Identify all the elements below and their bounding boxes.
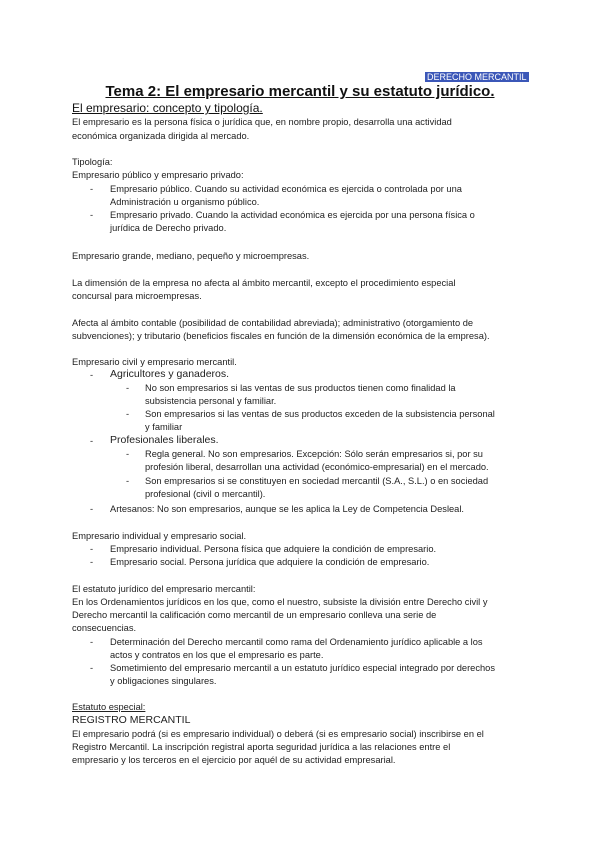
privado-line: Empresario privado. Cuando la actividad económica es ejercida por una persona física o	[110, 210, 475, 220]
especial-line: empresario y los terceros en el ejercicio por aquél de su actividad empresarial.	[72, 755, 396, 765]
section-subtitle: El empresario: concepto y tipología.	[72, 101, 263, 115]
estatuto-heading: El estatuto jurídico del empresario mercantil:	[72, 584, 256, 594]
estatuto-b-line: Sometimiento del empresario mercantil a un estatuto jurídico especial integrado por derechos	[110, 663, 495, 673]
estatuto-line: En los Ordenamientos jurídicos en los que, como el nuestro, subsiste la división entre Derecho civil y	[72, 597, 488, 607]
individual-b: Empresario social. Persona jurídica que adquiere la condición de empresario.	[110, 557, 430, 567]
agricultores-item: Agricultores y ganaderos.	[110, 368, 230, 380]
afecta-line: subvenciones); y tributario (beneficios fiscales en función de la dimensión económica de la empresa).	[72, 331, 490, 341]
pub-priv-heading: Empresario público y empresario privado:	[72, 170, 244, 180]
prof-b-line: profesional (civil o mercantil).	[145, 489, 266, 499]
estatuto-a-line: Determinación del Derecho mercantil como rama del Ordenamiento jurídico aplicable a los	[110, 637, 483, 647]
bullet-dash: -	[126, 476, 130, 486]
bullet-dash: -	[90, 504, 94, 514]
especial-line: Registro Mercantil. La inscripción registral aporta seguridad jurídica a las relaciones entre el	[72, 742, 451, 752]
tamano-line: Empresario grande, mediano, pequeño y microempresas.	[72, 251, 310, 261]
civil-heading: Empresario civil y empresario mercantil.	[72, 357, 237, 367]
dimension-line: La dimensión de la empresa no afecta al ámbito mercantil, excepto el procedimiento especial	[72, 278, 456, 288]
artesanos-item: Artesanos: No son empresarios, aunque se les aplica la Ley de Competencia Desleal.	[110, 504, 464, 514]
especial-line: El empresario podrá (si es empresario individual) o deberá (si es empresario social) inscribirse en el	[72, 729, 484, 739]
especial-heading: Estatuto especial:	[72, 702, 146, 712]
estatuto-line: consecuencias.	[72, 623, 137, 633]
agr-a-line: subsistencia personal y familiar.	[145, 396, 277, 406]
publico-line: Empresario público. Cuando su actividad económica es ejercida o controlada por una	[110, 184, 462, 194]
privado-line: jurídica de Derecho privado.	[110, 223, 227, 233]
estatuto-b-line: y obligaciones singulares.	[110, 676, 217, 686]
estatuto-line: Derecho mercantil la calificación como mercantil de un empresario conlleva una serie de	[72, 610, 437, 620]
prof-a-line: profesión liberal, desarrollan una actividad (económico-empresarial) en el mercado.	[145, 462, 489, 472]
bullet-dash: -	[90, 663, 94, 673]
prof-a-line: Regla general. No son empresarios. Excepción: Sólo serán empresarios si, por su	[145, 449, 483, 459]
dimension-line: concursal para microempresas.	[72, 291, 202, 301]
profesionales-item: Profesionales liberales.	[110, 434, 219, 446]
bullet-dash: -	[126, 449, 130, 459]
prof-b-line: Son empresarios si se constituyen en sociedad mercantil (S.A., S.L.) o en sociedad	[145, 476, 489, 486]
bullet-dash: -	[90, 544, 94, 554]
agr-a-line: No son empresarios si las ventas de sus productos tienen como finalidad la	[145, 383, 456, 393]
bullet-dash: -	[126, 383, 130, 393]
individual-heading: Empresario individual y empresario social.	[72, 531, 247, 541]
page-title: Tema 2: El empresario mercantil y su estatuto jurídico.	[105, 83, 495, 100]
tipologia-heading: Tipología:	[72, 157, 113, 167]
bullet-dash: -	[90, 184, 94, 194]
individual-a: Empresario individual. Persona física que adquiere la condición de empresario.	[110, 544, 437, 554]
intro-line: económica organizada dirigida al mercado.	[72, 131, 250, 141]
intro-line: El empresario es la persona física o jurídica que, en nombre propio, desarrolla una actividad	[72, 117, 452, 127]
subject-tag: DERECHO MERCANTIL	[427, 72, 527, 82]
bullet-dash: -	[126, 409, 130, 419]
bullet-dash: -	[90, 210, 94, 220]
agr-b-line: y familiar	[145, 422, 183, 432]
bullet-dash: -	[90, 436, 94, 446]
bullet-dash: -	[90, 370, 94, 380]
bullet-dash: -	[90, 637, 94, 647]
bullet-dash: -	[90, 557, 94, 567]
afecta-line: Afecta al ámbito contable (posibilidad de contabilidad abreviada); administrativo (otorgamiento de	[72, 318, 474, 328]
publico-line: Administración u organismo público.	[110, 197, 260, 207]
agr-b-line: Son empresarios si las ventas de sus productos exceden de la subsistencia personal	[145, 409, 495, 419]
registro-heading: REGISTRO MERCANTIL	[72, 714, 191, 726]
estatuto-a-line: actos y contratos en los que el empresario es parte.	[110, 650, 324, 660]
